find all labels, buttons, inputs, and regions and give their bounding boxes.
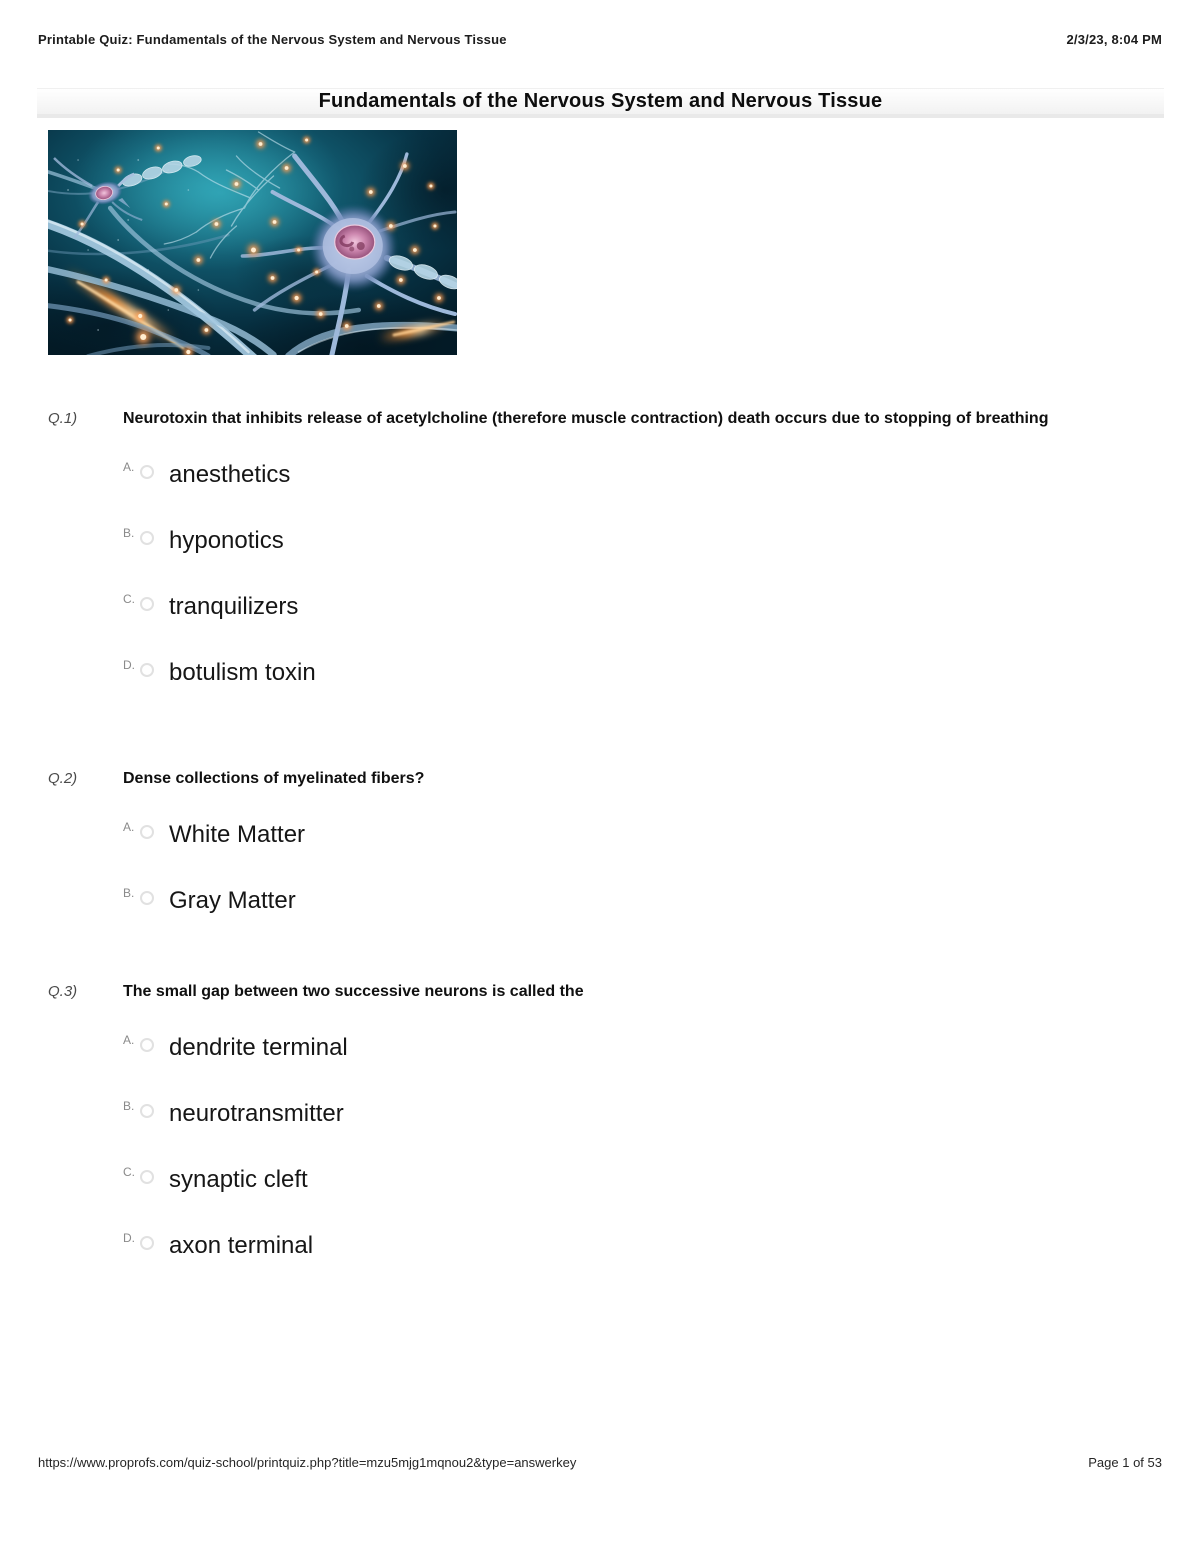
- question-block-1: [48, 408, 1160, 724]
- options-list: [123, 460, 1160, 688]
- page-footer: [38, 1455, 1162, 1470]
- option-letter: D.: [123, 1231, 135, 1245]
- quiz-title: Fundamentals of the Nervous System and Nervous Tissue: [318, 90, 883, 112]
- option-letter: A.: [123, 820, 135, 834]
- option-text: axon terminal: [169, 1232, 314, 1259]
- option-letter: A.: [123, 460, 135, 474]
- option-row: [123, 886, 1160, 916]
- option-row: [123, 1099, 1160, 1129]
- option-text: botulism toxin: [169, 659, 316, 686]
- header-title: Printable Quiz: Fundamentals of the Nervous System and Nervous Tissue: [38, 32, 507, 47]
- option-row: [123, 592, 1160, 622]
- quiz-title-bar: [37, 88, 1164, 118]
- radio-button[interactable]: [140, 1170, 154, 1184]
- header-datetime: 2/3/23, 8:04 PM: [1066, 32, 1162, 47]
- radio-button[interactable]: [140, 825, 154, 839]
- question-block-3: [48, 981, 1160, 1297]
- radio-button[interactable]: [140, 531, 154, 545]
- option-letter: B.: [123, 1099, 135, 1113]
- question-block-2: [48, 768, 1160, 952]
- option-row: [123, 1033, 1160, 1063]
- page-header: [38, 32, 1162, 47]
- option-row: [123, 1231, 1160, 1261]
- question-text: Neurotoxin that inhibits release of acetylcholine (therefore muscle contraction) death occurs due to stopping of breathing: [123, 410, 1049, 427]
- options-list: [123, 1033, 1160, 1261]
- option-text: White Matter: [169, 821, 306, 848]
- option-letter: A.: [123, 1033, 135, 1047]
- options-list: [123, 820, 1160, 916]
- footer-url: https://www.proprofs.com/quiz-school/printquiz.php?title=mzu5mjg1mqnou2&type=answerkey: [38, 1455, 577, 1470]
- footer-page-number: Page 1 of 53: [1088, 1455, 1162, 1470]
- option-text: anesthetics: [169, 461, 291, 488]
- radio-button[interactable]: [140, 597, 154, 611]
- option-letter: C.: [123, 592, 135, 606]
- radio-button[interactable]: [140, 1236, 154, 1250]
- option-text: synaptic cleft: [169, 1166, 308, 1193]
- option-text: neurotransmitter: [169, 1100, 344, 1127]
- neurons-image: [48, 130, 457, 355]
- option-text: hyponotics: [169, 527, 284, 554]
- option-text: Gray Matter: [169, 887, 296, 914]
- option-row: [123, 460, 1160, 490]
- radio-button[interactable]: [140, 465, 154, 479]
- question-label: Q.1): [48, 410, 78, 427]
- radio-button[interactable]: [140, 1104, 154, 1118]
- option-row: [123, 658, 1160, 688]
- option-text: tranquilizers: [169, 593, 299, 620]
- option-row: [123, 820, 1160, 850]
- option-letter: D.: [123, 658, 135, 672]
- option-letter: B.: [123, 886, 135, 900]
- radio-button[interactable]: [140, 891, 154, 905]
- question-text: The small gap between two successive neurons is called the: [123, 983, 584, 1000]
- option-row: [123, 526, 1160, 556]
- option-letter: C.: [123, 1165, 135, 1179]
- question-label: Q.3): [48, 983, 78, 1000]
- question-text: Dense collections of myelinated fibers?: [123, 770, 425, 787]
- option-text: dendrite terminal: [169, 1034, 348, 1061]
- question-label: Q.2): [48, 770, 78, 787]
- option-letter: B.: [123, 526, 135, 540]
- radio-button[interactable]: [140, 663, 154, 677]
- option-row: [123, 1165, 1160, 1195]
- radio-button[interactable]: [140, 1038, 154, 1052]
